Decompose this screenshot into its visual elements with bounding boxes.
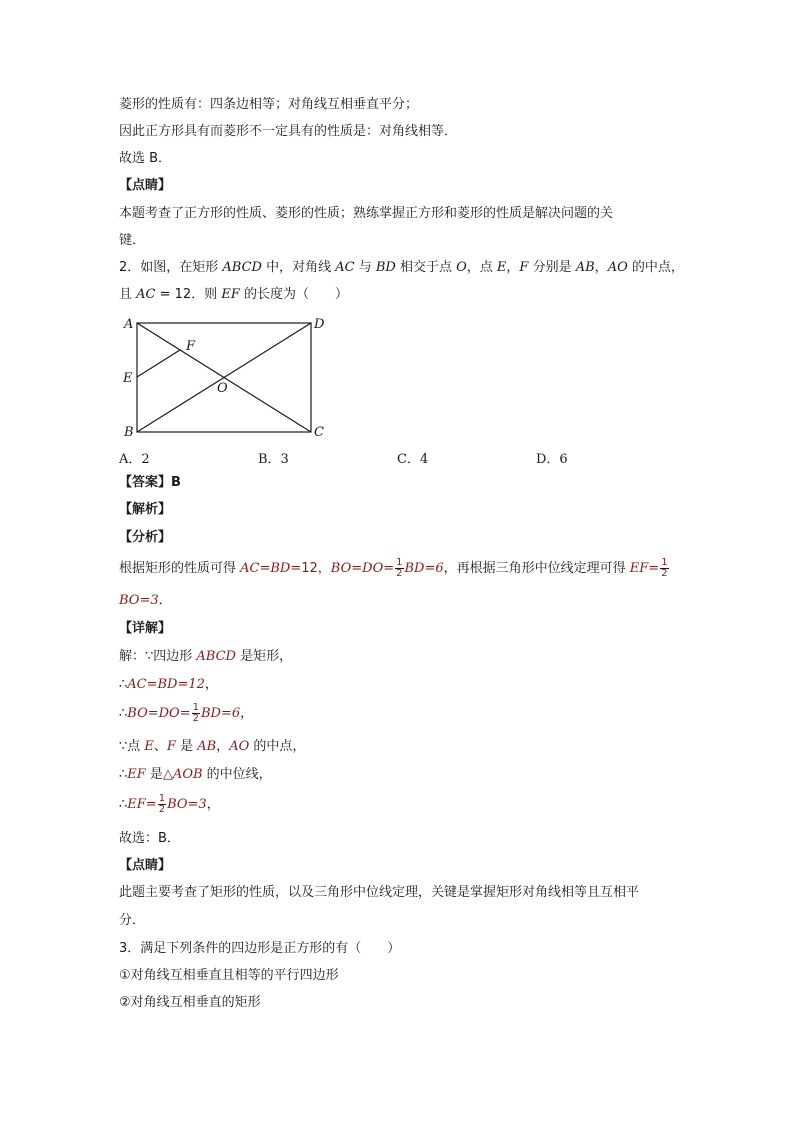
fenxi-line1 — [119, 558, 670, 580]
fraction-half — [660, 558, 668, 579]
q3-item-1: ①对角线互相垂直且相等的平行四边形 — [119, 968, 339, 983]
step-6 — [119, 794, 220, 816]
fraction-half — [192, 703, 200, 724]
option-a: A．2 — [119, 452, 150, 467]
q2-stem-line2 — [119, 286, 348, 304]
fenxi-text: 根据矩形的性质可得 — [119, 561, 241, 576]
step-var: AO — [229, 739, 250, 754]
label-d: D — [314, 317, 325, 332]
prev-dianjing-line2: 键． — [119, 233, 146, 248]
step-text: 的中位线， — [202, 767, 272, 782]
q2-text: ，点 — [466, 260, 497, 275]
step-text: ∴ — [119, 706, 128, 721]
step-var: BO=DO= — [127, 706, 191, 721]
q2-var-ao: AO — [607, 260, 628, 275]
q2-stem-line1 — [119, 259, 684, 277]
q2-text: ， — [594, 260, 608, 275]
q2-var-ef: EF — [221, 287, 240, 302]
prev-solution-line1: 菱形的性质有：四条边相等；对角线互相垂直平分； — [119, 97, 419, 112]
fraction-denominator: 2 — [158, 804, 166, 815]
step-var: EF — [127, 767, 146, 782]
fenxi-eq-ac: AC=BD= — [240, 561, 302, 576]
step-var: AC=BD=12 — [127, 677, 205, 692]
step-var: △AOB — [162, 767, 203, 782]
q2-choice: 故选：B． — [119, 831, 180, 846]
q2-text: = 12 — [155, 287, 192, 302]
step-text: ， — [240, 706, 254, 721]
step-text: ， — [206, 797, 220, 812]
fraction-half — [158, 794, 166, 815]
fenxi-eq-bo: BO=DO= — [330, 561, 395, 576]
step-1 — [119, 648, 292, 666]
fraction-half — [395, 558, 403, 579]
q2-var-bd: BD — [375, 260, 396, 275]
q2-text: 相交于点 — [395, 260, 457, 275]
xiangjie-header: 【详解】 — [119, 621, 172, 636]
q2-text: 2．如图，在矩形 — [119, 260, 223, 275]
q2-var-abcd: ABCD — [222, 260, 262, 275]
q2-var-f: F — [519, 260, 529, 275]
fenxi-eq-bd6: BD=6 — [404, 561, 444, 576]
label-a: A — [124, 317, 134, 332]
label-f: F — [186, 339, 196, 354]
step-var: E — [144, 739, 154, 754]
fraction-denominator: 2 — [396, 568, 403, 579]
step-5 — [119, 766, 272, 784]
q2-var-e: E — [496, 260, 507, 275]
fenxi-eq-bo3: BO=3 — [119, 593, 159, 608]
prev-solution-choice: 故选 B． — [119, 151, 172, 166]
q2-var-ac: AC — [136, 287, 156, 302]
q2-text: 的长度为（ ） — [239, 287, 348, 302]
step-2 — [119, 676, 218, 694]
q3-stem: 3．满足下列条件的四边形是正方形的有（ ） — [119, 941, 401, 956]
step-text: ∴ — [119, 767, 128, 782]
step-text: 是 — [175, 739, 198, 754]
jiexi-header: 【解析】 — [119, 502, 172, 517]
fenxi-line2 — [119, 592, 172, 610]
q2-dianjing-header: 【点睛】 — [119, 858, 172, 873]
step-var: ABCD — [196, 649, 236, 664]
step-var: F — [166, 739, 176, 754]
q2-text: 与 — [354, 260, 376, 275]
q2-text: 的中点， — [627, 260, 684, 275]
fenxi-text: ，再根据三角形中位线定理可得 — [443, 561, 630, 576]
q2-text: 中，对角线 — [261, 260, 336, 275]
prev-solution-line2: 因此正方形具有而菱形不一定具有的性质是：对角线相等． — [119, 124, 458, 139]
fraction-numerator: 1 — [158, 793, 166, 804]
segment-ef — [137, 350, 180, 377]
q2-text: ．则 — [191, 287, 222, 302]
fenxi-eq-ef: EF= — [629, 561, 660, 576]
label-o: O — [217, 381, 228, 396]
option-d: D．6 — [536, 452, 568, 467]
step-3 — [119, 703, 253, 725]
step-text: ∴ — [119, 797, 128, 812]
q2-text: ， — [506, 260, 520, 275]
step-text: ， — [204, 677, 218, 692]
fenxi-eq-12: 12， — [301, 561, 331, 576]
step-text: 解：∵四边形 — [119, 649, 197, 664]
step-text: 、 — [153, 739, 167, 754]
answer-label: 【答案】B — [119, 475, 181, 490]
step-var: AB — [197, 739, 217, 754]
step-text: ， — [216, 739, 230, 754]
q2-text: 且 — [119, 287, 137, 302]
option-b: B．3 — [258, 452, 289, 467]
q2-text: 分别是 — [528, 260, 576, 275]
prev-dianjing-header: 【点睛】 — [119, 178, 172, 193]
q2-dianjing-line2: 分． — [119, 913, 146, 928]
q2-var-ac: AC — [335, 260, 355, 275]
step-text: 是 — [145, 767, 163, 782]
prev-dianjing-line1: 本题考查了正方形的性质、菱形的性质；熟练掌握正方形和菱形的性质是解决问题的关 — [119, 206, 614, 221]
step-var: EF= — [127, 797, 157, 812]
q3-item-2: ②对角线互相垂直的矩形 — [119, 995, 261, 1010]
fraction-denominator: 2 — [192, 713, 199, 724]
step-var: BD=6 — [200, 706, 241, 721]
q2-var-o: O — [456, 260, 467, 275]
step-text: ∴ — [119, 677, 128, 692]
step-text: 的中点， — [249, 739, 306, 754]
step-text: 是矩形， — [235, 649, 293, 664]
step-var: BO=3 — [167, 797, 207, 812]
label-e: E — [123, 371, 133, 386]
option-c: C．4 — [397, 452, 429, 467]
q2-dianjing-line1: 此题主要考查了矩形的性质，以及三角形中位线定理，关键是掌握矩形对角线相等且互相平 — [119, 885, 640, 900]
label-c: C — [314, 425, 324, 440]
rectangle-diagram — [118, 312, 338, 444]
fenxi-text: ． — [158, 593, 172, 608]
fraction-denominator: 2 — [661, 568, 668, 579]
fraction-numerator: 1 — [192, 702, 199, 713]
fraction-numerator: 1 — [661, 557, 668, 568]
step-4 — [119, 738, 305, 756]
fenxi-header: 【分析】 — [119, 530, 172, 545]
label-b: B — [124, 425, 134, 440]
q2-var-ab: AB — [575, 260, 595, 275]
fraction-numerator: 1 — [396, 557, 403, 568]
step-text: ∵点 — [119, 739, 145, 754]
